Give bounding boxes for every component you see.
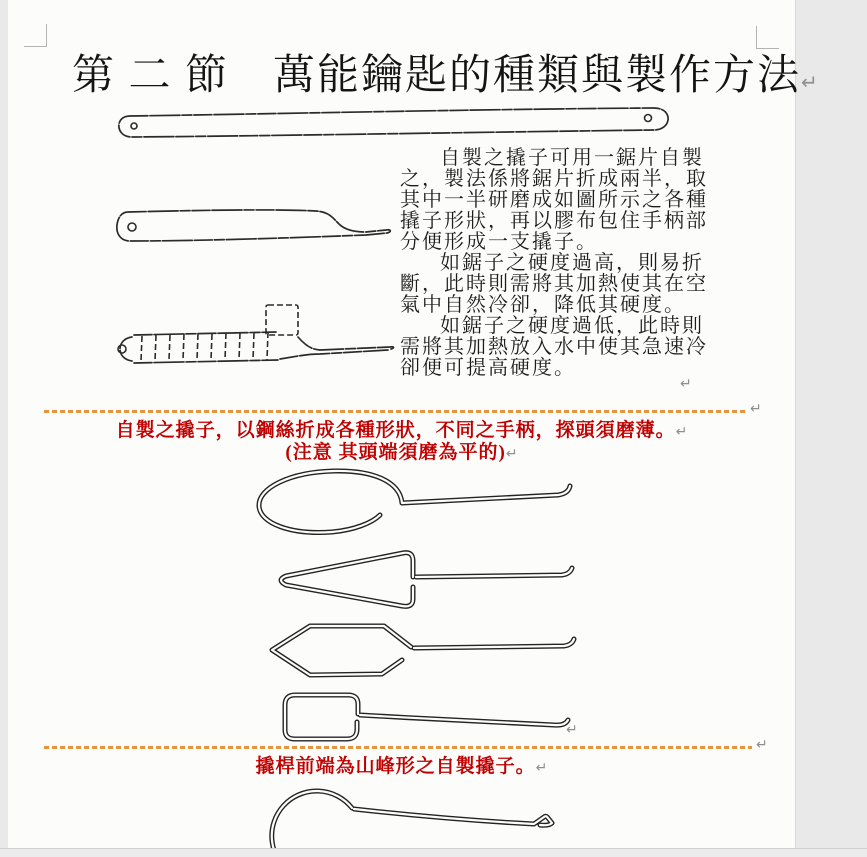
text-boundary-mark-top-left <box>24 24 47 47</box>
triangle-loop-pick-figure <box>240 543 580 609</box>
oval-loop-pick-figure <box>238 462 576 538</box>
body-line: 分便形成一支撬子。 <box>400 231 598 253</box>
body-line: 其中一半研磨成如圖所示之各種 <box>400 189 708 211</box>
paragraph-return-icon: ↵ <box>535 760 548 776</box>
caption-wire-tools-line2 <box>8 437 795 464</box>
body-line: 如鋸子之硬度過高，則易折 <box>440 252 704 274</box>
paragraph-return-icon: ↵ <box>756 737 768 753</box>
body-line: 斷，此時則需將其加熱使其在空 <box>400 273 708 295</box>
square-loop-pick-figure <box>270 688 588 745</box>
paragraph-return-icon: ↵ <box>505 446 518 462</box>
caption-mountain-tip <box>8 751 795 778</box>
section-divider <box>44 410 746 413</box>
page-title <box>72 42 818 102</box>
round-loop-pick-figure <box>236 778 608 848</box>
body-line: 自製之撬子可用一鋸片自製 <box>440 147 704 169</box>
caption-text: 撬桿前端為山峰形之自製撬子。 <box>255 756 536 777</box>
body-line: 撬子形狀，再以膠布包住手柄部 <box>400 210 708 232</box>
body-line: 之，製法係將鋸片折成兩半，取 <box>400 168 708 190</box>
paragraph-return-icon: ↵ <box>566 722 578 738</box>
document-page <box>8 0 818 848</box>
paragraph-return-icon: ↵ <box>750 401 762 417</box>
ground-pick-figure <box>108 200 398 248</box>
paragraph-return-icon: ↵ <box>675 424 688 440</box>
paragraph-return-icon: ↵ <box>801 70 818 94</box>
taped-handle-pick-figure <box>108 297 400 368</box>
body-line: 需將其加熱放入水中使其急速冷 <box>400 336 708 358</box>
body-line: 卻便可提高硬度。 <box>400 357 576 379</box>
body-line: 氣中自然冷卻，降低其硬度。 <box>400 294 686 316</box>
hacksaw-blade-figure <box>108 104 680 144</box>
window-bottom-edge <box>0 848 867 857</box>
caption-text: 自製之撬子，以鋼絲折成各種形狀，不同之手柄，探頭須磨薄。 <box>115 420 676 441</box>
body-line: 如鋸子之硬度過低，此時則 <box>440 315 704 337</box>
hexagon-loop-pick-figure <box>244 616 582 678</box>
body-text-block <box>400 147 708 379</box>
section-divider <box>44 746 752 749</box>
caption-text: (注意 其頭端須磨為平的) <box>285 442 506 463</box>
paragraph-return-icon: ↵ <box>680 376 692 392</box>
page-title-text: 第 二 節 萬能鑰匙的種類與製作方法 <box>72 53 802 99</box>
